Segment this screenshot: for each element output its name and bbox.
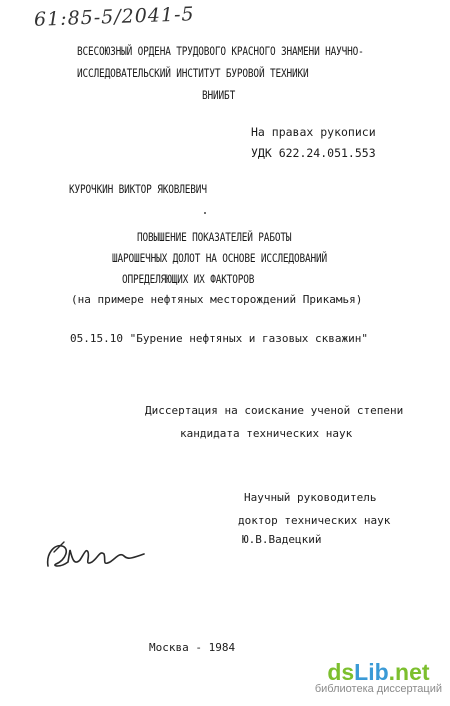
supervisor-role: Научный руководитель xyxy=(244,491,377,504)
handwritten-signature xyxy=(40,536,150,576)
handwritten-catalog-code: 61:85-5/2041-5 xyxy=(33,3,195,31)
stray-dot xyxy=(204,212,206,214)
city-year: Москва - 1984 xyxy=(149,641,236,654)
watermark-logo: dsLib.net xyxy=(327,659,430,685)
institution-line-2: ИССЛЕДОВАТЕЛЬСКИЙ ИНСТИТУТ БУРОВОЙ ТЕХНИКИ xyxy=(77,66,309,80)
udc-code: УДК 622.24.051.553 xyxy=(251,146,376,160)
institution-line-1: ВСЕСОЮЗНЫЙ ОРДЕНА ТРУДОВОГО КРАСНОГО ЗНАМЕНИ НАУЧНО- xyxy=(77,44,364,58)
degree-line-1: Диссертация на соискание ученой степени xyxy=(145,404,404,417)
watermark-subtitle: библиотека диссертаций xyxy=(314,683,442,695)
supervisor-rank: доктор технических наук xyxy=(238,514,391,527)
degree-line-2: кандидата технических наук xyxy=(180,427,353,440)
specialty-code: 05.15.10 "Бурение нефтяных и газовых скважин" xyxy=(70,332,369,345)
title-line-2: ШАРОШЕЧНЫХ ДОЛОТ НА ОСНОВЕ ИССЛЕДОВАНИЙ xyxy=(112,251,328,265)
title-line-3: ОПРЕДЕЛЯЮЩИХ ИХ ФАКТОРОВ xyxy=(122,272,255,286)
dslib-watermark xyxy=(315,659,442,695)
institution-abbreviation: ВНИИБТ xyxy=(202,88,236,102)
supervisor-name: Ю.В.Вадецкий xyxy=(242,533,322,546)
title-subtitle: (на примере нефтяных месторождений Прикамья) xyxy=(71,293,363,306)
author-name: КУРОЧКИН ВИКТОР ЯКОВЛЕВИЧ xyxy=(69,182,207,196)
title-line-1: ПОВЫШЕНИЕ ПОКАЗАТЕЛЕЙ РАБОТЫ xyxy=(137,230,292,244)
manuscript-rights: На правах рукописи xyxy=(251,125,376,139)
